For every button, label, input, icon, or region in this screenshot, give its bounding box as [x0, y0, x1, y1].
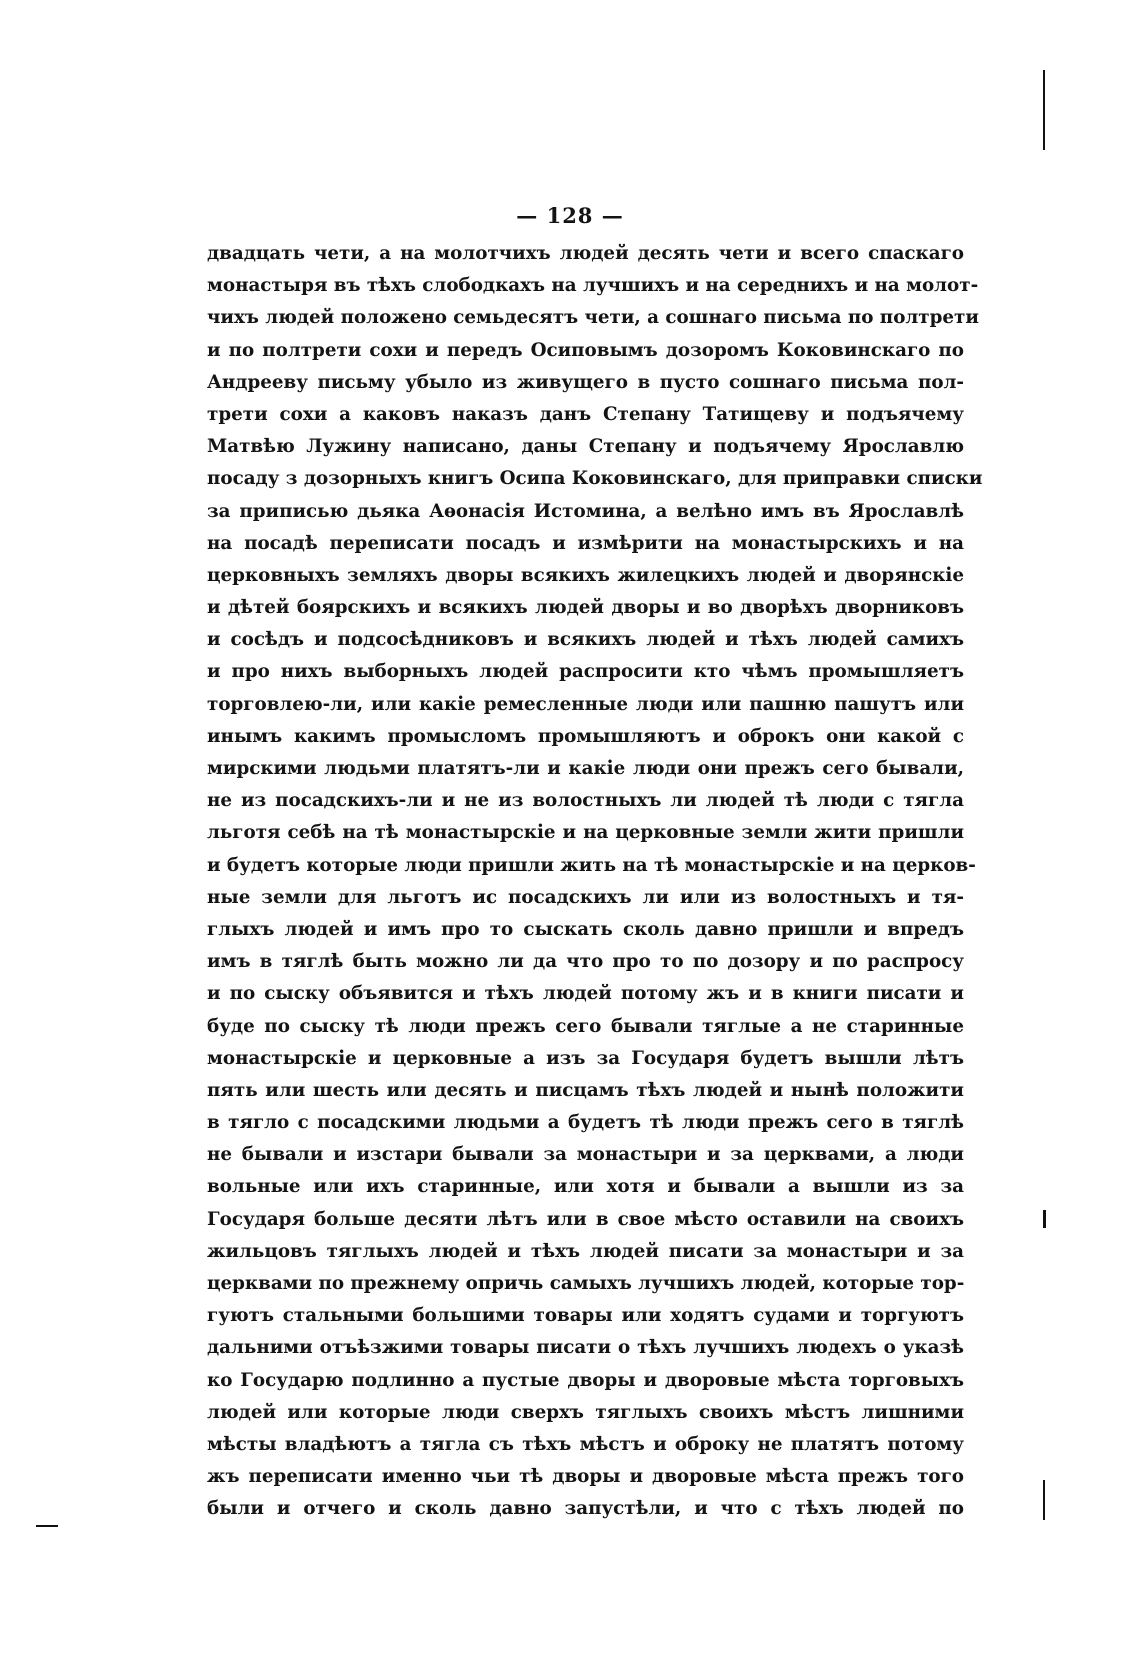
text-line: инымъ какимъ промысломъ промышляютъ и оброкъ они какой с [207, 725, 964, 747]
text-line: на посадѣ переписати посадъ и измѣрити на монастырскихъ и на [207, 532, 964, 554]
text-line: льготя себѣ на тѣ монастырскіе и на церковные земли жити пришли [207, 822, 964, 844]
text-line: церковныхъ земляхъ дворы всякихъ жилецкихъ людей и дворянскіе [207, 564, 964, 586]
text-line: Матвѣю Лужину написано, даны Степану и подъячему Ярославлю [207, 436, 964, 458]
text-line: мѣсты владѣютъ а тягла съ тѣхъ мѣстъ и оброку не платятъ потому [207, 1433, 964, 1455]
text-line: посаду з дозорныхъ книгъ Осипа Коковинскаго, для приправки списки [207, 468, 983, 490]
text-line: гуютъ стальными большими товары или ходятъ судами и торгуютъ [207, 1305, 964, 1327]
text-line: и дѣтей боярскихъ и всякихъ людей дворы и во дворѣхъ дворниковъ [207, 597, 964, 619]
text-line: двадцать чети, а на молотчихъ людей десять чети и всего спаскаго [207, 243, 964, 264]
body-text [207, 238, 983, 1526]
text-line: ко Государю подлинно а пустые дворы и дворовые мѣста торговыхъ [207, 1369, 964, 1391]
text-line: в тягло с посадскими людьми а будетъ тѣ люди прежъ сего в тяглѣ [207, 1112, 964, 1134]
page-number: — 128 — [516, 203, 624, 228]
text-line: людей или которые люди сверхъ тяглыхъ своихъ мѣстъ лишними [207, 1401, 964, 1423]
scan-edge-mark [1043, 70, 1045, 150]
text-line: Андрееву письму убыло из живущего в пусто сошнаго письма пол- [207, 371, 964, 393]
scan-edge-mark [1043, 1480, 1045, 1520]
text-line: чихъ людей положено семьдесятъ чети, а сошнаго письма по полтрети [207, 307, 979, 329]
text-line: мирскими людьми платятъ-ли и какіе люди они прежъ сего бывали, [207, 758, 964, 779]
text-line: имъ в тяглѣ быть можно ли да что про то по дозору и по распросу [207, 951, 964, 973]
text-line: монастырскіе и церковные а изъ за Государя будетъ вышли лѣтъ [207, 1047, 964, 1069]
text-line: и будетъ которые люди пришли жить на тѣ монастырскіе и на церков- [207, 854, 976, 876]
text-line: за приписью дьяка Аѳонасія Истомина, а велѣно имъ въ Ярославлѣ [207, 500, 964, 522]
text-line: и про нихъ выборныхъ людей распросити кто чѣмъ промышляетъ [207, 661, 964, 683]
text-line: и по полтрети сохи и передъ Осиповымъ дозоромъ Коковинскаго по [207, 339, 964, 361]
text-line: церквами по прежнему опричь самыхъ лучшихъ людей, которые тор- [207, 1273, 965, 1294]
scan-edge-mark [1043, 1210, 1046, 1228]
text-line: не бывали и изстари бывали за монастыри и за церквами, а люди [207, 1144, 964, 1166]
text-line: жильцовъ тяглыхъ людей и тѣхъ людей писати за монастыри и за [207, 1240, 964, 1262]
text-line: трети сохи а каковъ наказъ данъ Степану Татищеву и подъячему [207, 403, 964, 425]
text-line: Государя больше десяти лѣтъ или в свое мѣсто оставили на своихъ [207, 1208, 964, 1230]
text-line: были и отчего и сколь давно запустѣли, и что с тѣхъ людей по [207, 1498, 964, 1520]
text-line: буде по сыску тѣ люди прежъ сего бывали тяглые а не старинные [207, 1015, 964, 1037]
text-line: и сосѣдъ и подсосѣдниковъ и всякихъ людей и тѣхъ людей самихъ [207, 629, 964, 651]
text-line: не из посадскихъ-ли и не из волостныхъ ли людей тѣ люди с тягла [207, 790, 964, 812]
text-line: вольные или ихъ старинные, или хотя и бывали а вышли из за [207, 1176, 964, 1198]
text-line: торговлею-ли, или какіе ремесленные люди или пашню пашутъ или [207, 693, 964, 715]
scan-edge-mark [36, 1525, 58, 1527]
text-line: монастыря въ тѣхъ слободкахъ на лучшихъ и на середнихъ и на молот- [207, 275, 979, 297]
text-line: ные земли для льготъ ис посадскихъ ли или из волостныхъ и тя- [207, 886, 964, 908]
text-line: жъ переписати именно чьи тѣ дворы и дворовые мѣста прежъ того [207, 1466, 964, 1488]
text-line: пять или шесть или десять и писцамъ тѣхъ людей и нынѣ положити [207, 1079, 964, 1101]
text-line: и по сыску объявится и тѣхъ людей потому жъ и в книги писати и [207, 983, 964, 1005]
text-line: глыхъ людей и имъ про то сыскать сколь давно пришли и впредъ [207, 918, 964, 940]
text-line: дальними отъѣзжими товары писати о тѣхъ лучшихъ людехъ о указѣ [207, 1337, 964, 1359]
